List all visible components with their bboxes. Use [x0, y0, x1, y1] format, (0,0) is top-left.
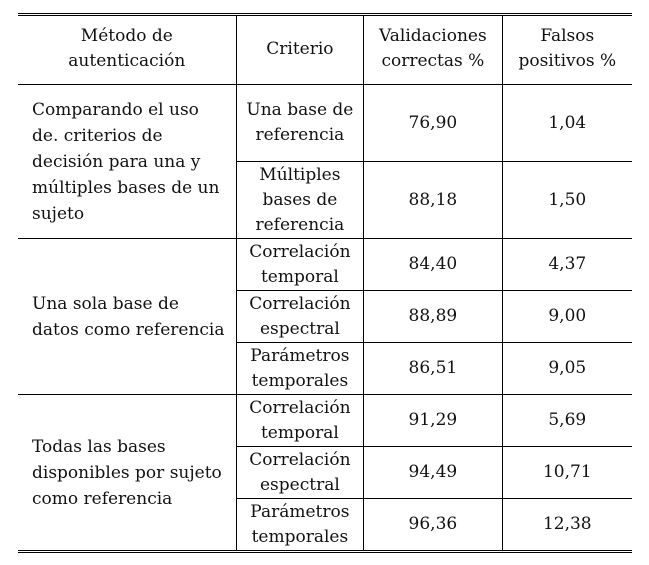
- falsos-cell: 9,00: [502, 291, 632, 343]
- validaciones-cell: 94,49: [364, 447, 502, 499]
- validaciones-cell: 88,18: [364, 162, 502, 239]
- validaciones-cell: 84,40: [364, 239, 502, 291]
- validaciones-cell: 86,51: [364, 343, 502, 395]
- table-row: [18, 239, 632, 291]
- table-row: [18, 395, 632, 447]
- falsos-cell: 10,71: [502, 447, 632, 499]
- falsos-cell: 1,50: [502, 162, 632, 239]
- header-criterio: Criterio: [236, 15, 364, 85]
- table-row: [18, 85, 632, 162]
- criterio-cell: Parámetros temporales: [236, 343, 364, 395]
- criterio-cell: Múltiples bases de referencia: [236, 162, 364, 239]
- header-row: [18, 15, 632, 85]
- method-cell: Una sola base de datos como referencia: [18, 239, 236, 395]
- method-cell: Comparando el uso de. criterios de decisión para una y múltiples bases de un sujeto: [18, 85, 236, 239]
- header-falsos-positivos: Falsos positivos %: [518, 26, 617, 71]
- falsos-cell: 1,04: [502, 85, 632, 162]
- falsos-cell: 9,05: [502, 343, 632, 395]
- results-table: [18, 13, 632, 553]
- method-cell: Todas las bases disponibles por sujeto como referencia: [18, 395, 236, 552]
- criterio-cell: Parámetros temporales: [236, 499, 364, 552]
- header-validaciones: Validaciones correctas %: [364, 15, 502, 85]
- criterio-cell: Correlación temporal: [236, 239, 364, 291]
- falsos-cell: 4,37: [502, 239, 632, 291]
- criterio-cell: Una base de referencia: [236, 85, 364, 162]
- criterio-cell: Correlación espectral: [236, 447, 364, 499]
- falsos-cell: 5,69: [502, 395, 632, 447]
- validaciones-cell: 76,90: [364, 85, 502, 162]
- validaciones-cell: 91,29: [364, 395, 502, 447]
- validaciones-cell: 88,89: [364, 291, 502, 343]
- falsos-cell: 12,38: [502, 499, 632, 552]
- validaciones-cell: 96,36: [364, 499, 502, 552]
- header-metodo: Método de autenticación: [68, 26, 186, 71]
- criterio-cell: Correlación espectral: [236, 291, 364, 343]
- criterio-cell: Correlación temporal: [236, 395, 364, 447]
